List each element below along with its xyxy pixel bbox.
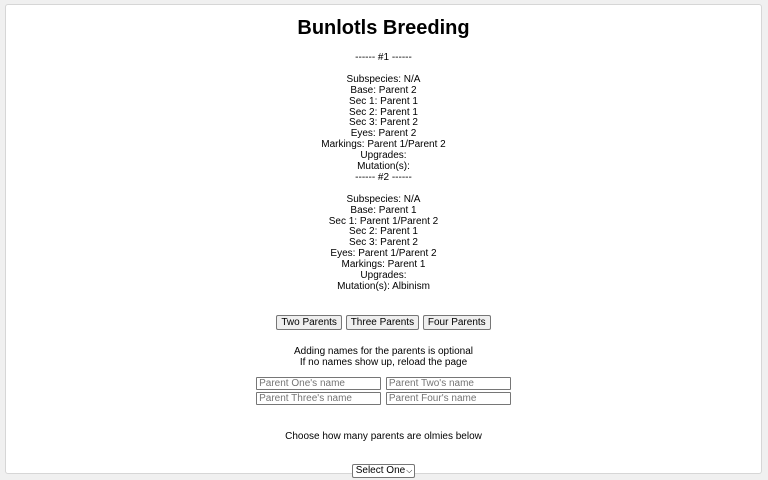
result-line: Upgrades: (360, 150, 407, 162)
result-line: Base: Parent 1 (350, 204, 417, 216)
parent-four-name-input[interactable] (386, 392, 511, 405)
result-line: Sec 3: Parent 2 (349, 117, 418, 129)
four-parents-button[interactable]: Four Parents (423, 315, 491, 330)
result-header: ------ #1 ------ (355, 52, 412, 63)
result-line: Upgrades: (360, 270, 407, 282)
result-line: Sec 1: Parent 1/Parent 2 (328, 215, 439, 227)
page-container (5, 4, 762, 474)
select-value: Select One (355, 465, 406, 476)
page-title: Bunlotls Breeding (297, 17, 470, 39)
result-line: Eyes: Parent 1/Parent 2 (330, 248, 437, 260)
result-line: Subspecies: N/A (346, 193, 421, 205)
olmie-count-select[interactable] (352, 464, 416, 478)
parent-names-form (6, 377, 761, 407)
result-2 (6, 173, 761, 293)
parent-three-name-input[interactable] (256, 392, 381, 405)
result-line: Markings: Parent 1 (341, 259, 426, 271)
choose-instruction: Choose how many parents are olmies below (285, 431, 482, 442)
result-1 (6, 53, 761, 173)
result-line: Subspecies: N/A (346, 73, 421, 85)
chevron-down-icon: ⌵ (406, 466, 413, 475)
parent-count-buttons (6, 315, 761, 330)
result-line: Markings: Parent 1/Parent 2 (321, 139, 446, 151)
result-line: Sec 1: Parent 1 (349, 95, 418, 107)
parent-two-name-input[interactable] (386, 377, 511, 390)
result-line: Sec 3: Parent 2 (349, 237, 418, 249)
names-info (6, 346, 761, 368)
result-line: Eyes: Parent 2 (350, 128, 417, 140)
results-area (6, 53, 761, 293)
info-line: Adding names for the parents is optional (294, 346, 473, 357)
two-parents-button[interactable]: Two Parents (276, 315, 342, 330)
result-line: Mutation(s): (357, 161, 410, 173)
parent-one-name-input[interactable] (256, 377, 381, 390)
result-header: ------ #2 ------ (355, 171, 412, 183)
three-parents-button[interactable]: Three Parents (346, 315, 419, 330)
result-line: Sec 2: Parent 1 (349, 106, 418, 118)
info-line: If no names show up, reload the page (299, 357, 468, 368)
result-line: Base: Parent 2 (350, 84, 417, 96)
result-line: Mutation(s): Albinism (337, 281, 430, 292)
result-line: Sec 2: Parent 1 (349, 226, 418, 238)
